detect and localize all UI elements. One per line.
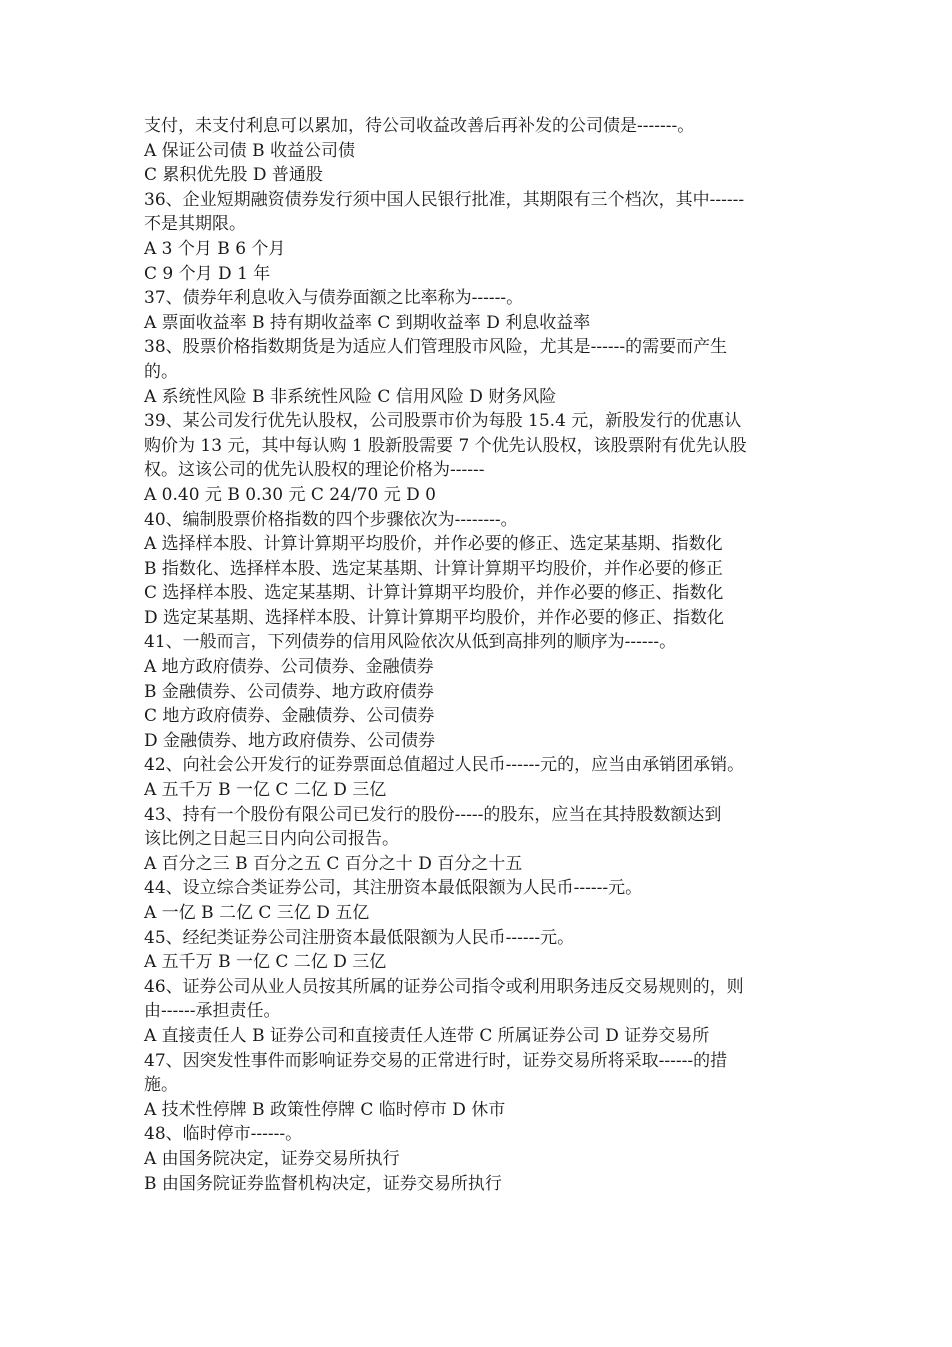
answer-options: A 技术性停牌 B 政策性停牌 C 临时停市 D 休市 — [144, 1099, 506, 1120]
answer-options: A 五千万 B 一亿 C 二亿 D 三亿 — [144, 780, 387, 801]
answer-options: A 0.40 元 B 0.30 元 C 24/70 元 D 0 — [144, 484, 436, 505]
question-41: 41、一般而言，下列债券的信用风险依次从低到高排列的顺序为------。 — [144, 632, 677, 653]
answer-options: A 五千万 B 一亿 C 二亿 D 三亿 — [144, 952, 387, 973]
answer-options: A 保证公司债 B 收益公司债 — [144, 140, 355, 161]
answer-option: A 由国务院决定，证券交易所执行 — [144, 1148, 400, 1169]
question-48: 48、临时停市------。 — [144, 1124, 303, 1145]
answer-option: D 选定某基期、选择样本股、计算计算期平均股价，并作必要的修正、指数化 — [144, 607, 725, 628]
question-42: 42、向社会公开发行的证券票面总值超过人民币------元的，应当由承销团承销。 — [144, 755, 745, 776]
answer-options: C 累积优先股 D 普通股 — [144, 165, 323, 186]
question-37: 37、债券年利息收入与债券面额之比率称为------。 — [144, 288, 524, 309]
question-36: 36、企业短期融资债券发行须中国人民银行批准，其期限有三个档次，其中------ — [144, 189, 745, 210]
answer-option: A 选择样本股、计算计算期平均股价，并作必要的修正、选定某基期、指数化 — [144, 534, 723, 555]
answer-option: C 选择样本股、选定某基期、计算计算期平均股价，并作必要的修正、指数化 — [144, 583, 724, 604]
answer-options: A 一亿 B 二亿 C 三亿 D 五亿 — [144, 903, 370, 923]
question-43: 43、持有一个股份有限公司已发行的股份-----的股东，应当在其持股数额达到 — [144, 804, 722, 825]
text-line: 由------承担责任。 — [144, 1001, 281, 1022]
answer-option: B 金融债券、公司债券、地方政府债券 — [144, 681, 434, 702]
answer-option: A 地方政府债券、公司债券、金融债券 — [144, 657, 434, 678]
text-line: 权。这该公司的优先认股权的理论价格为------ — [144, 460, 485, 481]
answer-options: C 9 个月 D 1 年 — [144, 263, 271, 284]
answer-options: A 直接责任人 B 证券公司和直接责任人连带 C 所属证券公司 D 证券交易所 — [144, 1025, 710, 1046]
text-line: 施。 — [144, 1075, 178, 1096]
answer-options: A 系统性风险 B 非系统性风险 C 信用风险 D 财务风险 — [144, 386, 557, 407]
answer-option: D 金融债券、地方政府债券、公司债券 — [144, 730, 436, 751]
answer-options: A 票面收益率 B 持有期收益率 C 到期收益率 D 利息收益率 — [144, 312, 591, 333]
text-line: 的。 — [144, 361, 178, 382]
question-47: 47、因突发性事件而影响证券交易的正常进行时，证券交易所将采取------的措 — [144, 1050, 728, 1071]
text-line: 该比例之日起三日内向公司报告。 — [144, 829, 399, 850]
text-line: 购价为 13 元，其中每认购 1 股新股需要 7 个优先认股权，该股票附有优先认股 — [144, 435, 747, 456]
answer-option: C 地方政府债券、金融债券、公司债券 — [144, 706, 435, 727]
question-46: 46、证券公司从业人员按其所属的证券公司指令或利用职务违反交易规则的，则 — [144, 976, 744, 997]
question-44: 44、设立综合类证券公司，其注册资本最低限额为人民币------元。 — [144, 878, 643, 899]
question-40: 40、编制股票价格指数的四个步骤依次为--------。 — [144, 509, 518, 530]
answer-option: B 由国务院证券监督机构决定，证券交易所执行 — [144, 1173, 502, 1194]
question-39: 39、某公司发行优先认股权，公司股票市价为每股 15.4 元，新股发行的优惠认 — [144, 411, 742, 432]
text-line: 不是其期限。 — [144, 214, 246, 235]
answer-options: A 3 个月 B 6 个月 — [144, 238, 286, 259]
answer-option: B 指数化、选择样本股、选定某基期、计算计算期平均股价，并作必要的修正 — [144, 558, 723, 579]
answer-options: A 百分之三 B 百分之五 C 百分之十 D 百分之十五 — [144, 853, 523, 874]
question-45: 45、经纪类证券公司注册资本最低限额为人民币------元。 — [144, 927, 575, 948]
question-38: 38、股票价格指数期货是为适应人们管理股市风险，尤其是------的需要而产生 — [144, 337, 728, 358]
document-body — [144, 114, 816, 1196]
text-line: 支付，未支付利息可以累加，待公司收益改善后再补发的公司债是-------。 — [144, 116, 695, 136]
